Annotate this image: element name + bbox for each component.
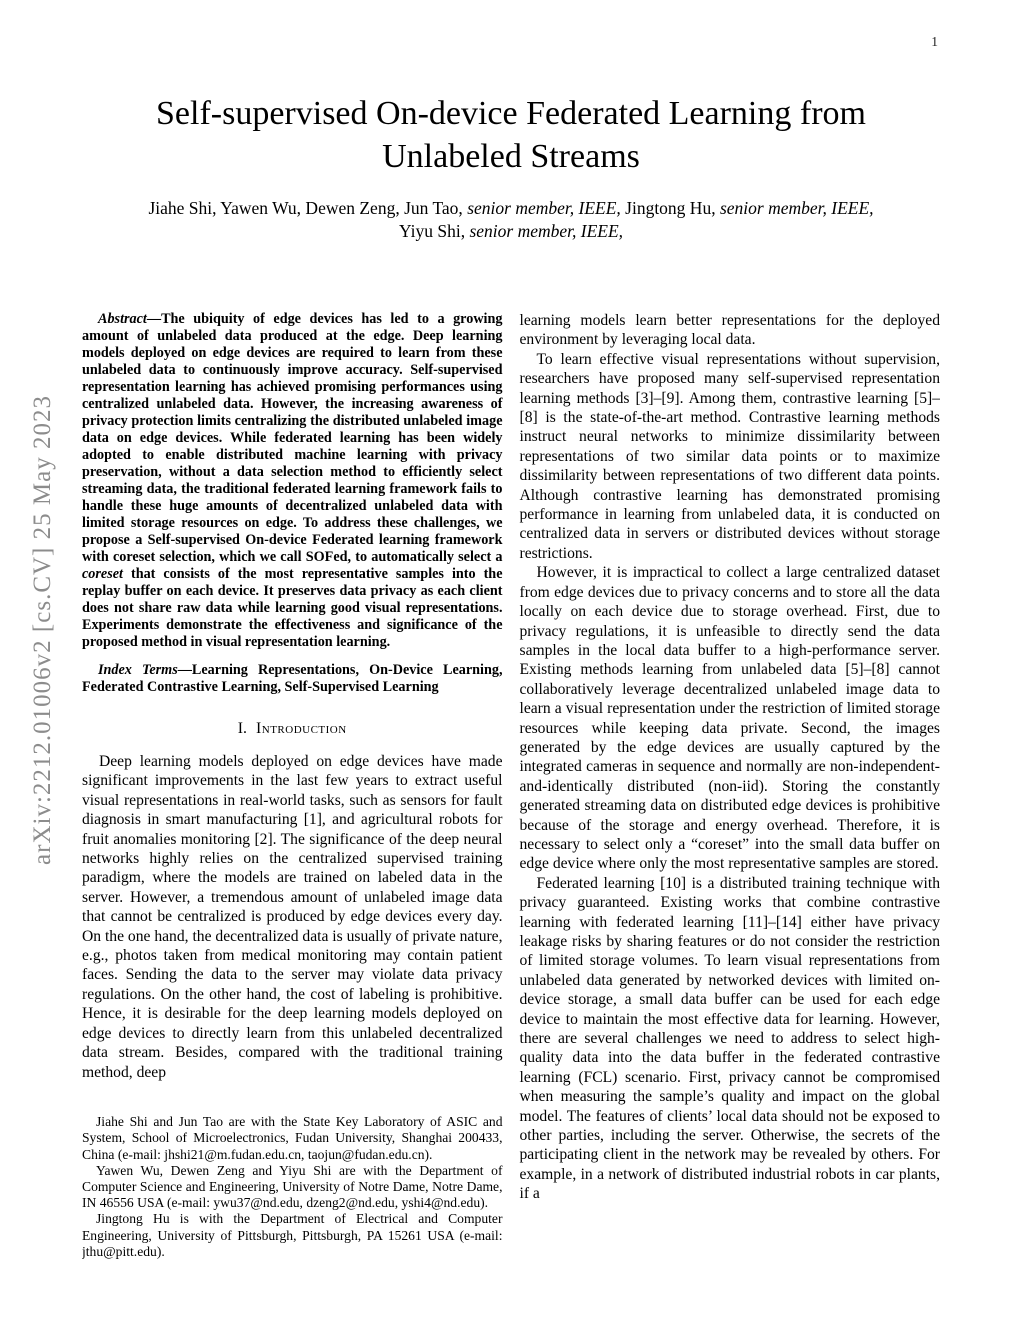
abstract-text: The ubiquity of edge devices has led to a growing amount of unlabeled data produced at the edge. Deep learning models deployed on edge devices are required to learn from these unlabeled data to continuously improve accuracy. Self-supervised representation learning has achieved promising performances using centralized unlabeled data. However, the increasing awareness of privacy protection limits centralizing the distributed unlabeled image data on edge devices. While federated learning has been widely adopted to enable distributed machine learning with privacy preservation, without a data selection method to efficiently select streaming data, the traditional federated learning framework fails to handle these huge amounts of decentralized unlabeled data with limited storage resources on edge. To address these challenges, we propose a Self-supervised On-device Federated learning framework with coreset selection, which we call SOFed, to automatically select a — [82, 311, 503, 565]
arxiv-watermark: arXiv:2212.01006v2 [cs.CV] 25 May 2023 — [29, 395, 56, 865]
paper-title-line-1: Self-supervised On-device Federated Learning from — [156, 95, 866, 132]
abstract-label: Abstract — [98, 311, 147, 327]
left-column — [82, 311, 503, 1260]
intro-paragraph-1-continuation: learning models learn better representations for the deployed environment by leveraging local data. — [519, 312, 940, 349]
right-column — [520, 311, 941, 1260]
two-column-body — [82, 311, 940, 1260]
index-terms-label: Index Terms — [98, 662, 178, 678]
author-affiliation-note: senior member, IEEE, — [467, 198, 621, 218]
author-names: Jingtong Hu, — [620, 198, 720, 218]
author-affiliation-note: senior member, IEEE, — [719, 198, 874, 218]
footnote-notre-dame: Yawen Wu, Dewen Zeng and Yiyu Shi are with the Department of Computer Science and Engineering, University of Notre Dame, Notre Dame, IN 46556 USA (e-mail: ywu37@nd.edu, dzeng2@nd.edu, yshi4@nd.edu). — [82, 1162, 503, 1211]
abstract — [82, 311, 503, 651]
intro-paragraph-4: Federated learning [10] is a distributed training technique with privacy guaranteed. Existing works that combine contrastive learning with federated learning [11]–[14] either have privacy leakage risks by sharing features or do not consider the restriction of limited storage volumes. To learn visual representations from unlabeled data generated by networked devices with limited on-device storage, a small data buffer can be used for each edge device to maintain the most effective data for learning. However, there are several challenges we need to address to select high-quality data into the data buffer in the federated contrastive learning (FCL) scenario. First, privacy cannot be compromised when measuring the sample’s quality and impact on the global model. The features of clients’ local data should not be exposed to other parties, including the server. Otherwise, the secrets of the participating client in the network may be revealed by others. For example, in a network of distributed industrial robots in car plants, if a — [519, 874, 940, 1203]
author-names: Jiahe Shi, Yawen Wu, Dewen Zeng, Jun Tao, — [148, 198, 468, 218]
index-terms-text: Learning Representations, On-Device Learning, Federated Contrastive Learning, Self-Supervised Learning — [82, 662, 503, 695]
abstract-dash: — — [146, 311, 162, 327]
intro-paragraph-2: To learn effective visual representations without supervision, researchers have proposed many self-supervised representation learning methods [3]–[9]. Among them, contrastive learning [5]–[8] is the state-of-the-art method. Contrastive learning methods instruct neural networks to minimize dissimilarity between representations of two similar data points or to maximize dissimilarity between representations of two different data points. Although contrastive learning has demonstrated promising performance in learning from unlabeled data, it is conducted on centralized data in servers or distributed devices without storage restrictions. — [519, 350, 940, 562]
section-title: Introduction — [256, 720, 347, 737]
abstract-text: that consists of the most representative samples into the replay buffer on each device. It preserves data privacy as each client does not share raw data while learning good visual representations. Experiments demonstrate the effectiveness and significance of the proposed method in visual representation learning. — [82, 566, 503, 650]
author-list — [82, 197, 940, 243]
footnote-pittsburgh: Jingtong Hu is with the Department of Electrical and Computer Engineering, University of Pittsburgh, Pittsburgh, PA 15261 USA (e-mail: jthu@pitt.edu). — [82, 1211, 503, 1259]
intro-paragraph-3: However, it is impractical to collect a large centralized dataset from edge devices due to privacy concerns and to store all the data locally on each device due to storage overhead. First, due to privacy regulations, it is unfeasible to directly send the data samples in the local data buffer to a high-performance server. Existing methods learning from unlabeled data [5]–[8] cannot collaboratively leverage decentralized unlabeled image data to learn a visual representation under the restriction of limited storage resources while keeping data private. Second, the images generated by the edge devices are usually captured by the integrated cameras in sequence and normally are non-independent-and-identically distributed (non-iid). Storing the constantly generated streaming data on distributed edge devices is prohibitive because of the storage and energy overhead. Therefore, it is necessary to select only a “coreset” into the small data buffer on edge device where only the most representative samples are stored. — [519, 564, 940, 873]
index-terms-dash: — — [177, 662, 192, 678]
paper-title — [82, 92, 940, 178]
section-number: I. — [237, 720, 247, 737]
section-heading-introduction — [82, 720, 503, 738]
footnote-fudan: Jiahe Shi and Jun Tao are with the State Key Laboratory of ASIC and System, School of Microelectronics, Fudan University, Shanghai 200433, China (e-mail: jhshi21@m.fudan.edu.cn, taojun@fudan.edu.cn). — [82, 1114, 503, 1162]
author-line-1 — [82, 197, 940, 220]
author-footnotes — [82, 1114, 503, 1260]
intro-paragraph-1: Deep learning models deployed on edge devices have made significant improvements in the last few years to extract useful visual representations in real-world tasks, such as sensors for fault diagnosis in smart manufacturing [1], and agricultural robots for fruit anomalies monitoring [2]. The significance of the deep neural networks highly relies on the centralized supervised training paradigm, where the models are trained on labeled data in the server. However, a tremendous amount of unlabeled image data that cannot be centralized is produced by edge devices every day. On the one hand, the decentralized data is usually of private nature, e.g., photos taken from medical monitoring may contain patient faces. Sending the data to the server may violate data privacy regulations. On the other hand, the cost of labeling is prohibitive. Hence, it is desirable for the deep learning models deployed on edge devices to directly learn from this unlabeled decentralized data stream. Besides, compared with the traditional training method, deep — [82, 753, 503, 1081]
page-number: 1 — [931, 34, 938, 49]
index-terms — [82, 662, 503, 696]
author-affiliation-note: senior member, IEEE, — [469, 221, 624, 241]
author-line-2 — [82, 220, 940, 243]
author-names: Yiyu Shi, — [398, 221, 470, 241]
abstract-coreset-term: coreset — [82, 566, 123, 582]
paper-title-line-2: Unlabeled Streams — [382, 138, 640, 175]
